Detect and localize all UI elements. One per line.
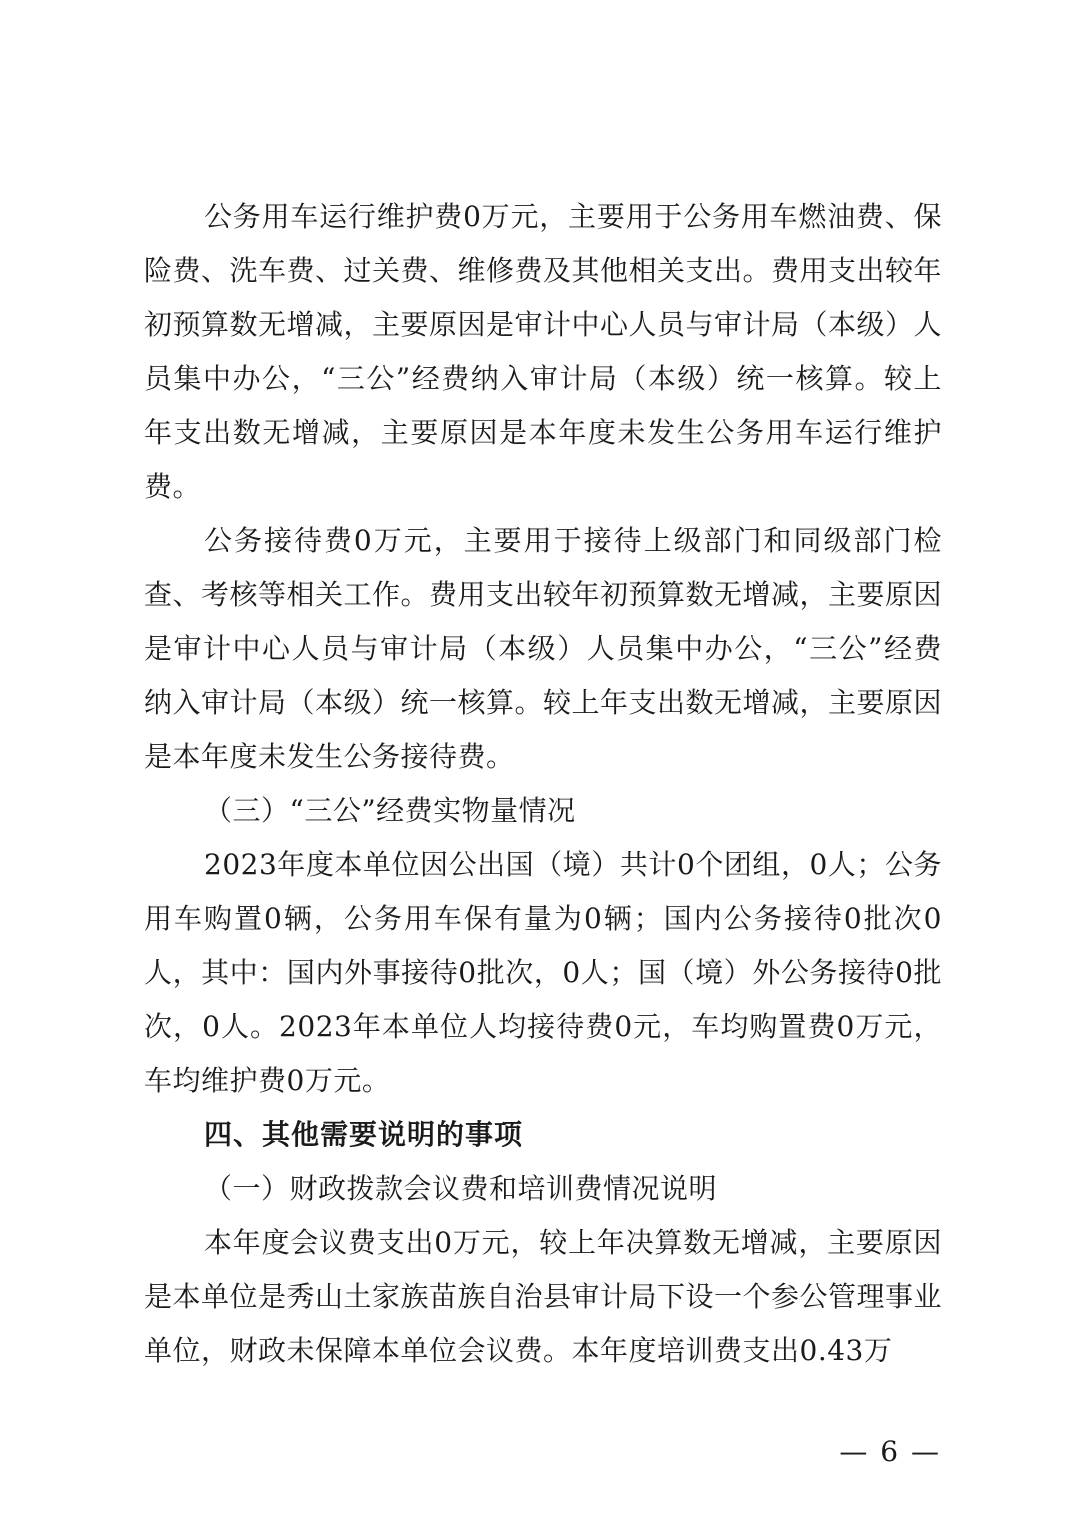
paragraph-meeting-expense: 本年度会议费支出0万元，较上年决算数无增减，主要原因是本单位是秀山土家族苗族自治县审计局下设一个参公管理事业单位，财政未保障本单位会议费。本年度培训费支出0.43万 <box>144 1226 943 1367</box>
paragraph-vehicle-maintenance: 公务用车运行维护费0万元，主要用于公务用车燃油费、保险费、洗车费、过关费、维修费及其他相关支出。费用支出较年初预算数无增减，主要原因是审计中心人员与审计局（本级）人员集中办公，“三公”经费纳入审计局（本级）统一核算。较上年支出数无增减，主要原因是本年度未发生公务用车运行维护费。 <box>144 200 943 503</box>
subheading-three-public-quantity: （三）“三公”经费实物量情况 <box>204 794 576 827</box>
subheading-meeting-training: （一）财政拨款会议费和培训费情况说明 <box>204 1172 718 1205</box>
section-heading-other-matters: 四、其他需要说明的事项 <box>204 1118 524 1151</box>
page-number: — 6 — <box>839 1435 941 1468</box>
paragraph-three-public-quantity: 2023年度本单位因公出国（境）共计0个团组，0人；公务用车购置0辆，公务用车保有量为0辆；国内公务接待0批次0人，其中：国内外事接待0批次，0人；国（境）外公务接待0批次，0人。2023年本单位人均接待费0元，车均购置费0万元，车均维护费0万元。 <box>144 848 942 1097</box>
document-body <box>144 190 942 1378</box>
paragraph-reception-expense: 公务接待费0万元，主要用于接待上级部门和同级部门检查、考核等相关工作。费用支出较年初预算数无增减，主要原因是审计中心人员与审计局（本级）人员集中办公，“三公”经费纳入审计局（本级）统一核算。较上年支出数无增减，主要原因是本年度未发生公务接待费。 <box>144 524 943 773</box>
